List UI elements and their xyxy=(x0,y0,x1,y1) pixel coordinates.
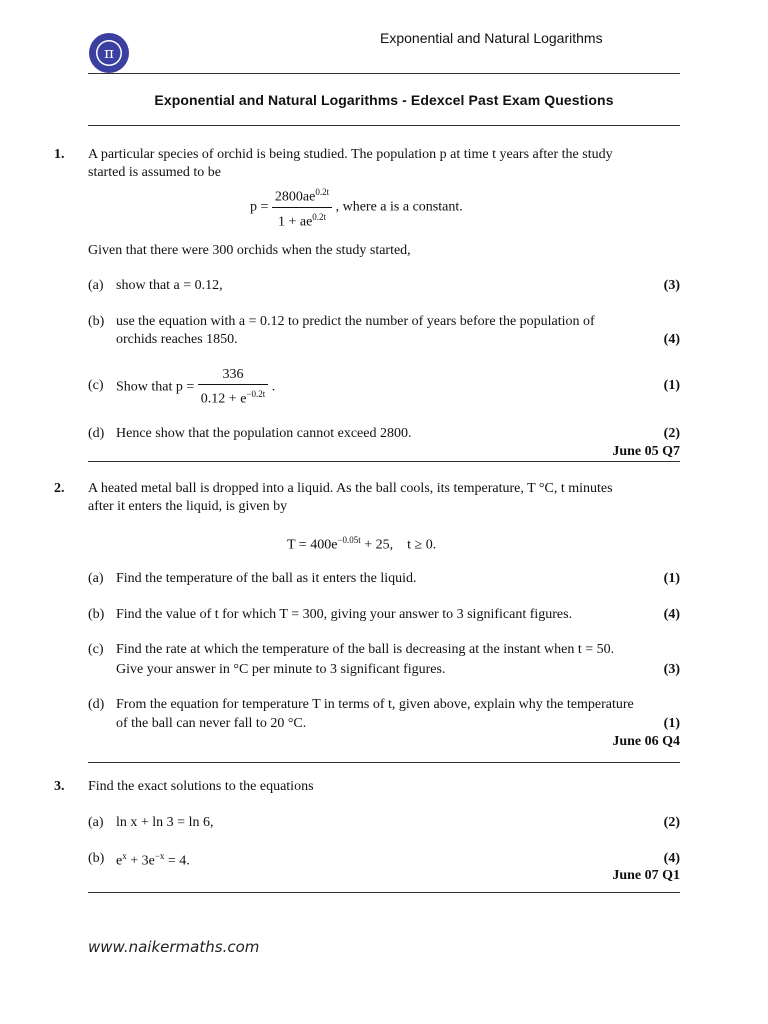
part-text: of the ball can never fall to 20 °C. xyxy=(116,716,307,731)
part-text: ln x + ln 3 = ln 6, xyxy=(116,815,214,830)
question-divider xyxy=(88,892,680,893)
exam-reference: June 06 Q4 xyxy=(612,734,680,749)
question-number: 3. xyxy=(54,779,65,794)
exponent: −0.05t xyxy=(337,535,361,545)
exam-reference: June 05 Q7 xyxy=(612,444,680,459)
equation xyxy=(250,183,463,231)
part-text: Hence show that the population cannot exceed 2800. xyxy=(116,426,412,441)
title-divider xyxy=(88,125,680,126)
equation-part: e xyxy=(116,853,123,869)
equation-fraction xyxy=(272,183,332,231)
part-label: (a) xyxy=(88,571,104,586)
part-label: (c) xyxy=(88,378,104,393)
part-label: (a) xyxy=(88,815,104,830)
equation-part: = 4. xyxy=(164,853,190,869)
part-text: show that a = 0.12, xyxy=(116,278,223,293)
part-label: (d) xyxy=(88,697,105,712)
marks: (2) xyxy=(663,815,680,830)
exponent: 0.2t xyxy=(312,211,327,222)
part-text: From the equation for temperature T in terms of t, given above, explain why the temperature xyxy=(116,697,634,712)
marks: (3) xyxy=(663,662,680,677)
question-given: Given that there were 300 orchids when the study started, xyxy=(88,243,411,258)
document-title: Exponential and Natural Logarithms - Edexcel Past Exam Questions xyxy=(154,92,614,108)
fraction-denominator: 1 + ae xyxy=(277,214,313,230)
part-text: use the equation with a = 0.12 to predict the number of years before the population of xyxy=(116,314,595,329)
exponent: 0.2t xyxy=(315,187,330,197)
footer-website: www.naikermaths.com xyxy=(88,938,260,956)
svg-text:π: π xyxy=(104,44,114,62)
header-title: Exponential and Natural Logarithms xyxy=(380,30,603,46)
equation-main: T = 400e xyxy=(287,537,338,553)
fraction-denominator: 0.12 + e xyxy=(200,391,247,407)
part-text: Find the temperature of the ball as it enters the liquid. xyxy=(116,571,417,586)
part-label: (c) xyxy=(88,642,104,657)
part-label: (a) xyxy=(88,278,104,293)
marks: (1) xyxy=(663,378,680,393)
part-text: orchids reaches 1850. xyxy=(116,332,238,347)
question-number: 2. xyxy=(54,481,65,496)
exponent: −0.2t xyxy=(246,389,266,399)
question-divider xyxy=(88,461,680,462)
marks: (4) xyxy=(663,851,680,866)
part-text: Find the rate at which the temperature of the ball is decreasing at the instant when t = 50. xyxy=(116,642,615,657)
part-label: (b) xyxy=(88,851,105,866)
equation xyxy=(287,535,436,554)
marks: (1) xyxy=(663,716,680,731)
exam-reference: June 07 Q1 xyxy=(612,868,680,883)
question-number: 1. xyxy=(54,147,65,162)
question-intro: started is assumed to be xyxy=(88,165,221,180)
pi-circle-logo-icon xyxy=(88,32,130,74)
fraction-numerator: 2800ae xyxy=(274,189,316,205)
marks: (2) xyxy=(663,426,680,441)
question-intro: Find the exact solutions to the equations xyxy=(88,779,314,794)
equation-tail: , where a is a constant. xyxy=(335,199,463,215)
part-label: (d) xyxy=(88,426,105,441)
part-text: Give your answer in °C per minute to 3 significant figures. xyxy=(116,662,446,677)
part-label: (b) xyxy=(88,314,105,329)
marks: (3) xyxy=(663,278,680,293)
equation-tail: + 25, t ≥ 0. xyxy=(360,537,437,553)
part-text: Find the value of t for which T = 300, giving your answer to 3 significant figures. xyxy=(116,607,573,622)
question-divider xyxy=(88,762,680,763)
equation-part: + 3e xyxy=(126,853,155,869)
marks: (4) xyxy=(663,332,680,347)
marks: (4) xyxy=(663,607,680,622)
equation-fraction xyxy=(198,366,268,409)
header-divider xyxy=(88,73,680,74)
question-intro: A particular species of orchid is being studied. The population p at time t years after the study xyxy=(88,147,613,162)
question-intro: A heated metal ball is dropped into a liquid. As the ball cools, its temperature, T °C, t minutes xyxy=(88,481,613,496)
exponent: x xyxy=(122,851,127,861)
exponent: −x xyxy=(154,851,165,861)
part-label: (b) xyxy=(88,607,105,622)
question-intro: after it enters the liquid, is given by xyxy=(88,499,288,514)
part-text: Show that p = xyxy=(116,379,195,395)
part-equation: Show that p = $\frac{336}{0.12 + e^{-0.2t}}$ . xyxy=(116,367,276,407)
marks: (1) xyxy=(663,571,680,586)
equation-lhs: p = xyxy=(250,199,269,215)
fraction-numerator: 336 xyxy=(198,366,268,385)
part-text xyxy=(116,851,190,870)
